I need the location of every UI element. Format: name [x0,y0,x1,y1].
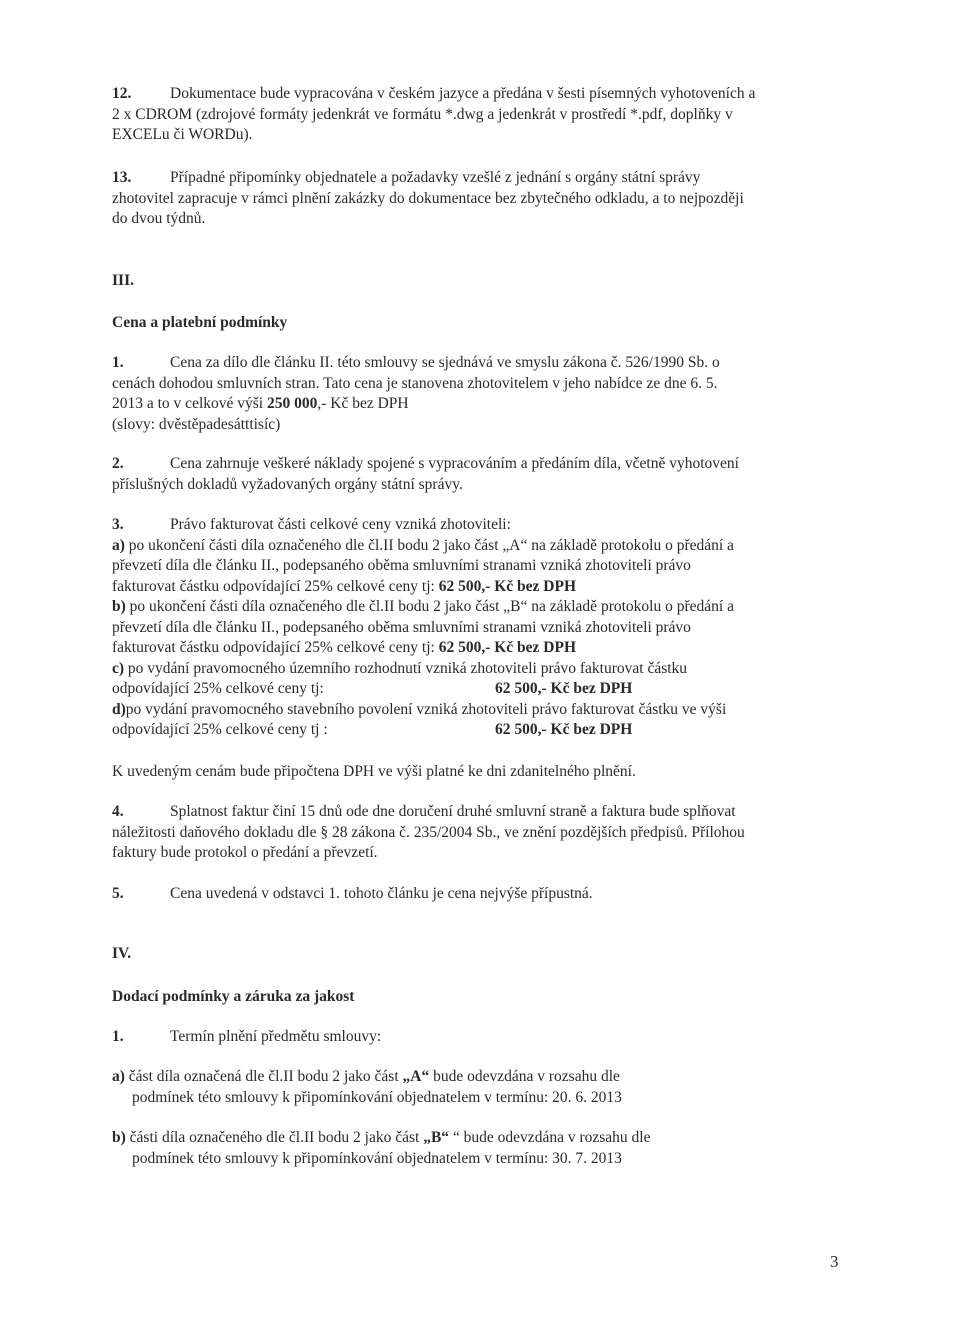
item-text: “ bude odevzdána v rozsahu dle [449,1129,651,1146]
item-text: faktury bude protokol o předání a převzetí. [112,844,378,861]
item-text: ,- Kč bez DPH [317,395,409,412]
sub-item-label-b: b) [112,598,126,615]
sub-item-label-c: c) [112,659,125,677]
part-label: „A“ [402,1068,430,1085]
sub-item-label-d: d) [112,700,126,718]
paragraph-text: EXCELu či WORDu). [112,126,253,143]
item-text: podmínek této smlouvy k připomínkování objednatelem v termínu: 30. 7. 2013 [132,1149,622,1167]
page-number: 3 [830,1252,839,1271]
section3-item-2 [112,454,847,495]
item-text: převzetí díla dle článku II., podepsaného oběma smluvními stranami vzniká zhotoviteli právo [112,618,691,636]
item-text: náležitosti daňového dokladu dle § 28 zákona č. 235/2004 Sb., ve znění pozdějších předpisů. Přílohou [112,823,745,841]
price-amount: 250 000 [266,395,318,412]
price-amount: 62 500,- Kč bez DPH [438,639,577,656]
section-number-iii: III. [112,272,134,289]
item-number: 3. [112,516,124,533]
item-text: Cena za dílo dle článku II. této smlouvy se sjednává ve smyslu zákona č. 526/1990 Sb. o [170,354,720,371]
item-text: po ukončení části díla označeného dle čl.II bodu 2 jako část „B“ na základě protokolu o předání a [125,598,734,615]
price-amount: 62 500,- Kč bez DPH [495,680,633,697]
item-text: převzetí díla dle článku II., podepsaného oběma smluvními stranami vzniká zhotoviteli právo [112,557,691,574]
item-text: části díla označeného dle čl.II bodu 2 jako část [125,1129,424,1146]
section4-item-a [112,1067,847,1108]
item-text: bude odevzdána v rozsahu dle [429,1068,620,1085]
price-amount: 62 500,- Kč bez DPH [438,577,577,595]
section-title-iii: Cena a platební podmínky [112,314,288,331]
item-number: 4. [112,803,124,820]
item-number: 5. [112,885,124,902]
item-text: Splatnost faktur činí 15 dnů ode dne doručení druhé smluvní straně a faktura bude splňovat [170,803,736,820]
item-text: Právo fakturovat části celkové ceny vzniká zhotoviteli: [170,516,511,533]
item-number: 1. [112,1028,124,1045]
paragraph-text: Případné připomínky objednatele a požadavky vzešlé z jednání s orgány státní správy [170,169,701,186]
paragraph-text: 2 x CDROM (zdrojové formáty jedenkrát ve formátu *.dwg a jedenkrát v prostředí *.pdf, doplňky v [112,105,733,123]
paragraph-text: do dvou týdnů. [112,210,206,227]
paragraph-13 [112,168,847,230]
item-text: odpovídající 25% celkové ceny tj : [112,721,328,738]
item-text: podmínek této smlouvy k připomínkování objednatelem v termínu: 20. 6. 2013 [132,1088,622,1106]
item-text: po ukončení části díla označeného dle čl.II bodu 2 jako část „A“ na základě protokolu o předání a [124,536,734,554]
item-text: po vydání pravomocného stavebního povolení vzniká zhotoviteli právo fakturovat částku ve výši [125,700,727,718]
item-text: (slovy: dvěstěpadesátttisíc) [112,415,281,433]
price-amount: 62 500,- Kč bez DPH [495,721,633,738]
sub-item-label-a: a) [112,536,125,554]
item-text: fakturovat částku odpovídající 25% celkové ceny tj: [112,577,439,595]
sub-item-label-b: b) [112,1129,126,1146]
item-text: příslušných dokladů vyžadovaných orgány státní správy. [112,475,463,493]
paragraph-number: 12. [112,85,132,102]
paragraph-number: 13. [112,169,132,186]
note-text: K uvedeným cenám bude připočtena DPH ve výši platné ke dni zdanitelného plnění. [112,763,636,780]
item-text: 2013 a to v celkové výši [112,395,267,412]
section3-item-3 [112,515,847,741]
section-number-iv: IV. [112,945,132,962]
item-number: 2. [112,455,124,472]
item-text: odpovídající 25% celkové ceny tj: [112,680,324,697]
vat-note [112,762,847,783]
item-text: část díla označená dle čl.II bodu 2 jako část [124,1068,403,1085]
section3-item-1 [112,353,847,435]
section4-item-b [112,1128,847,1169]
section-title-iv: Dodací podmínky a záruka za jakost [112,988,355,1005]
section4-item-1 [112,1027,847,1048]
item-text: Termín plnění předmětu smlouvy: [170,1028,382,1045]
section3-item-5 [112,884,847,905]
item-text: Cena zahrnuje veškeré náklady spojené s vypracováním a předáním díla, včetně vyhotovení [170,455,739,472]
item-number: 1. [112,354,124,371]
paragraph-12 [112,84,847,146]
item-text: cenách dohodou smluvních stran. Tato cena je stanovena zhotovitelem v jeho nabídce ze dne 6. 5. [112,374,718,392]
section3-item-4 [112,802,847,864]
item-text: fakturovat částku odpovídající 25% celkové ceny tj: [112,639,439,656]
part-label: „B“ [423,1129,450,1146]
paragraph-text: zhotovitel zapracuje v rámci plnění zakázky do dokumentace bez zbytečného odkladu, a to nejpozději [112,189,744,207]
paragraph-text: Dokumentace bude vypracována v českém jazyce a předána v šesti písemných vyhotoveních a [170,85,756,102]
item-text: Cena uvedená v odstavci 1. tohoto článku je cena nejvýše přípustná. [170,885,593,902]
item-text: po vydání pravomocného územního rozhodnutí vzniká zhotoviteli právo fakturovat částku [124,659,688,677]
sub-item-label-a: a) [112,1068,125,1085]
